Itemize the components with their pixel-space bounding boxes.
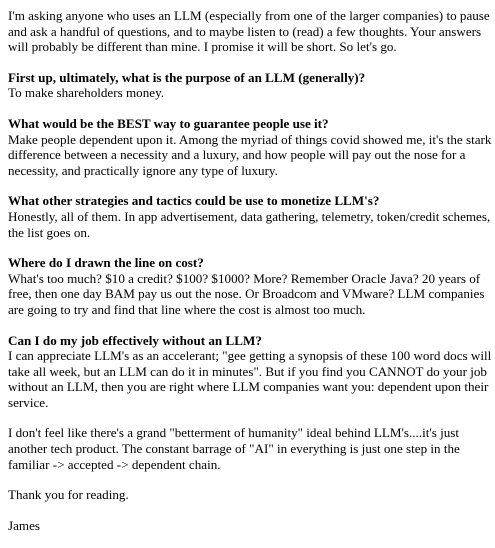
section-question: What other strategies and tactics could be use to monetize LLM's? <box>8 193 380 209</box>
section-job <box>8 333 492 411</box>
section-answer: To make shareholders money. <box>8 85 165 101</box>
section-monetize <box>8 193 492 240</box>
section-question: First up, ultimately, what is the purpose of an LLM (generally)? <box>8 69 366 85</box>
section-answer: Make people dependent upon it. Among the myriad of things covid showed me, it's the stark difference between a necessity and a luxury, and how people will pay out the nose for a necessity, and practically ignore any type of luxury. <box>8 131 492 178</box>
section-purpose <box>8 70 492 101</box>
section-answer: I can appreciate LLM's as an accelerant; "gee getting a synopsis of these 100 word docs will take all week, but an LLM can do it in minutes". But if you find you CANNOT do your job without an LLM, then you are right where LLM companies want you: dependent upon their service. <box>8 348 492 410</box>
intro-paragraph: I'm asking anyone who uses an LLM (especially from one of the larger companies) to pause and ask a handful of questions, and to maybe listen to (read) a few thoughts. Your answers will probably be different than mine. I promise it will be short. So let's go. <box>8 8 490 55</box>
thanks-line: Thank you for reading. <box>8 487 129 503</box>
document-body <box>8 8 492 548</box>
section-question: What would be the BEST way to guarantee people use it? <box>8 115 329 131</box>
section-answer: What's too much? $10 a credit? $100? $1000? More? Remember Oracle Java? 20 years of free, then one day BAM pay us out the nose. Or Broadcom and VMware? LLM companies are going to try and find that line where the cost is almost too much. <box>8 270 485 317</box>
section-cost <box>8 255 492 317</box>
section-question: Where do I drawn the line on cost? <box>8 255 204 271</box>
section-guarantee-use <box>8 116 492 178</box>
signature: James <box>8 517 40 533</box>
section-answer: Honestly, all of them. In app advertisement, data gathering, telemetry, token/credit schemes, the list goes on. <box>8 208 491 240</box>
section-question: Can I do my job effectively without an LLM? <box>8 332 262 348</box>
closing-paragraph: I don't feel like there's a grand "betterment of humanity" ideal behind LLM's....it's just another tech product. The constant barrage of "AI" in everything is just one step in the familiar -> accepted -> dependent chain. <box>8 425 460 472</box>
